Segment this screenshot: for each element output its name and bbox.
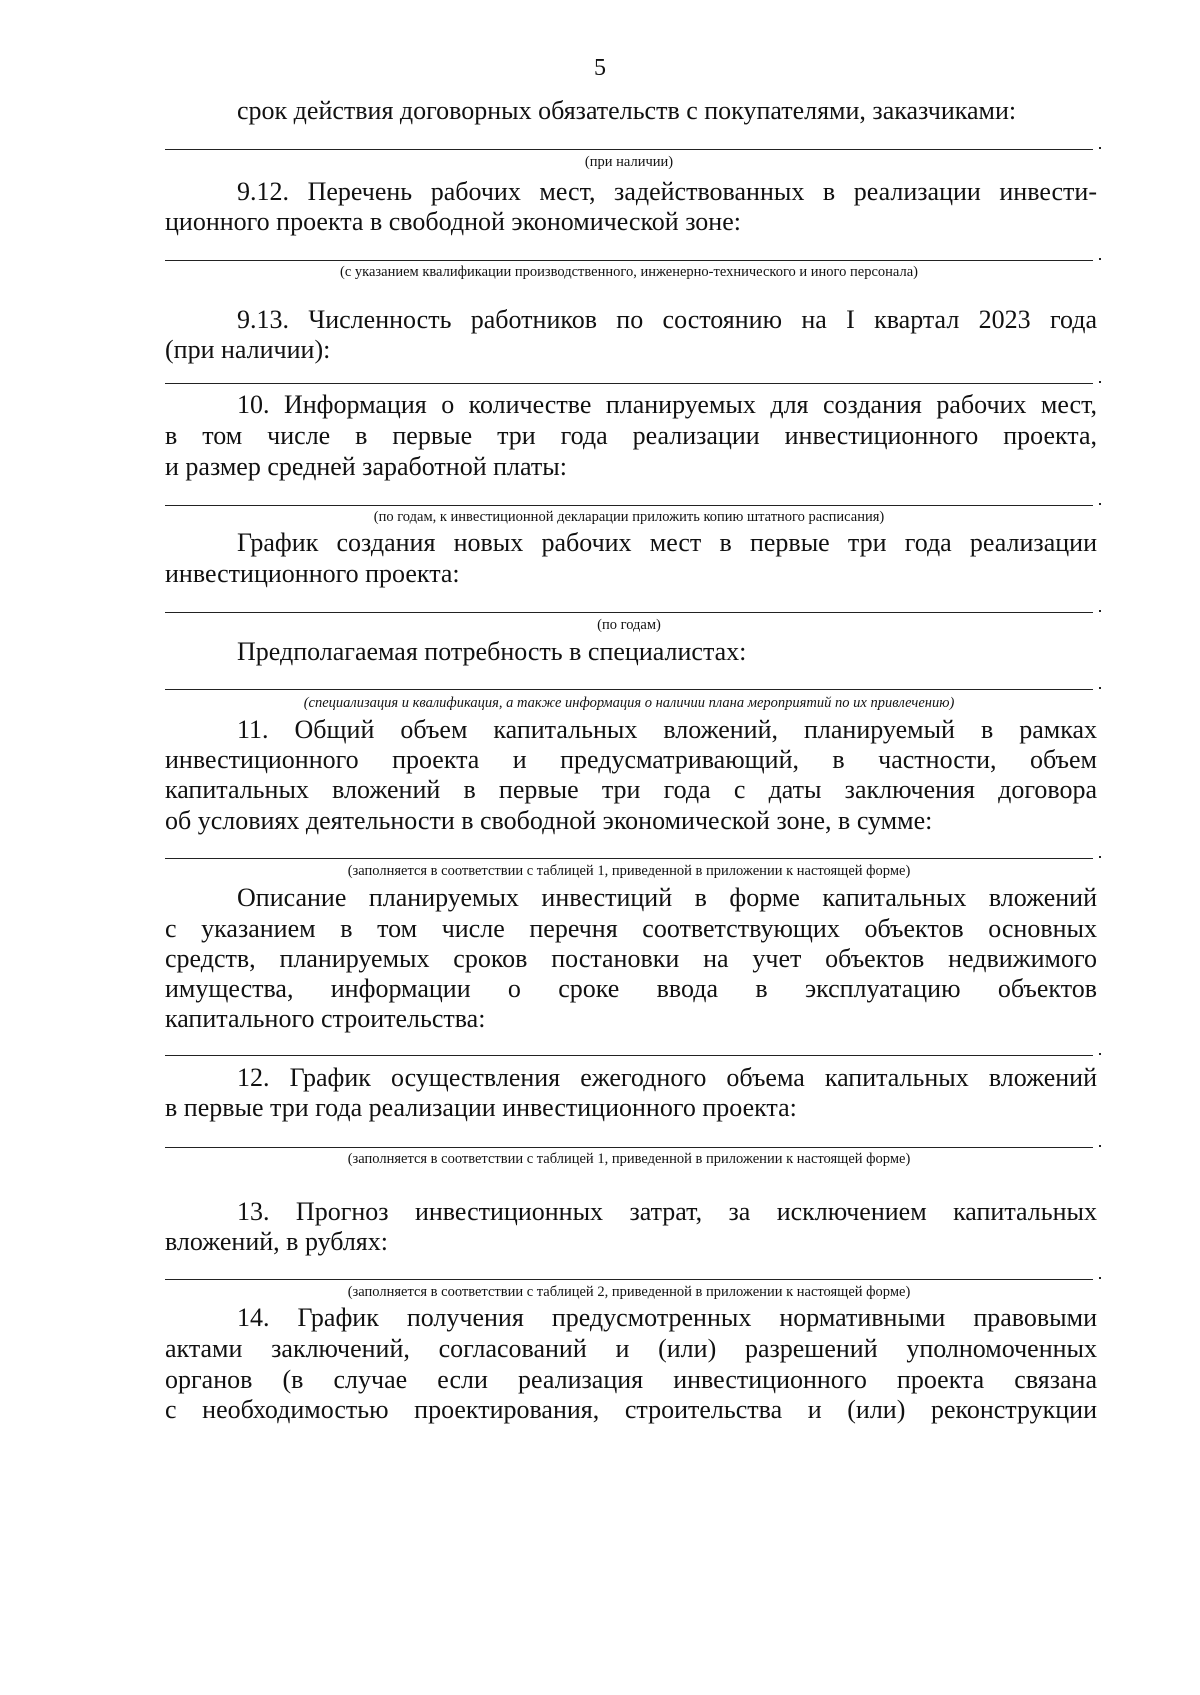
- text-line: 9.12. Перечень рабочих мест, задействованных в реализации инвести-: [237, 177, 1097, 206]
- field-note: (специализация и квалификация, а также информация о наличии плана мероприятий по их привлечению): [303, 695, 955, 711]
- text-line: и размер средней заработной платы:: [165, 452, 567, 481]
- text-line: График создания новых рабочих мест в первые три года реализации: [237, 528, 1097, 557]
- text-line: с необходимостью проектирования, строительства и (или) реконструкции: [165, 1395, 1097, 1424]
- field-note: (заполняется в соответствии с таблицей 2, приведенной в приложении к настоящей форме): [347, 1284, 911, 1300]
- text-line: с указанием в том числе перечня соответствующих объектов основных: [165, 914, 1097, 943]
- text-line: срок действия договорных обязательств с покупателями, заказчиками:: [237, 96, 1017, 125]
- fill-line: [165, 260, 1093, 261]
- field-note: (при наличии): [584, 154, 674, 170]
- text-line: капитального строительства:: [165, 1004, 486, 1033]
- text-line: Предполагаемая потребность в специалистах:: [237, 637, 747, 666]
- text-line: 12. График осуществления ежегодного объема капитальных вложений: [237, 1063, 1097, 1092]
- text-line: (при наличии):: [165, 335, 331, 364]
- field-note: (заполняется в соответствии с таблицей 1, приведенной в приложении к настоящей форме): [347, 1151, 911, 1167]
- fill-line: [165, 149, 1093, 150]
- text-line: 13. Прогноз инвестиционных затрат, за исключением капитальных: [237, 1197, 1097, 1226]
- text-line: 10. Информация о количестве планируемых для создания рабочих мест,: [237, 390, 1097, 419]
- text-line: 9.13. Численность работников по состоянию на I квартал 2023 года: [237, 305, 1097, 334]
- fill-line: [165, 1279, 1093, 1280]
- fill-line: [165, 689, 1093, 690]
- page-number: 5: [594, 55, 606, 81]
- fill-line: [165, 612, 1093, 613]
- text-line: ционного проекта в свободной экономической зоне:: [165, 207, 741, 236]
- text-line: 14. График получения предусмотренных нормативными правовыми: [237, 1303, 1097, 1332]
- field-note: (с указанием квалификации производственного, инженерно-технического и иного персонала): [340, 264, 918, 280]
- text-line: средств, планируемых сроков постановки на учет объектов недвижимого: [165, 944, 1097, 973]
- text-line: имущества, информации о сроке ввода в эксплуатацию объектов: [165, 974, 1097, 1003]
- fill-line: [165, 505, 1093, 506]
- text-line: актами заключений, согласований и (или) разрешений уполномоченных: [165, 1334, 1097, 1363]
- text-line: капитальных вложений в первые три года с даты заключения договора: [165, 775, 1097, 804]
- text-line: органов (в случае если реализация инвестиционного проекта связана: [165, 1365, 1097, 1394]
- text-line: Описание планируемых инвестиций в форме капитальных вложений: [237, 883, 1097, 912]
- text-line: в первые три года реализации инвестиционного проекта:: [165, 1093, 797, 1122]
- text-line: в том числе в первые три года реализации инвестиционного проекта,: [165, 421, 1097, 450]
- text-line: об условиях деятельности в свободной экономической зоне, в сумме:: [165, 806, 933, 835]
- fill-line: [165, 383, 1093, 384]
- field-note: (по годам, к инвестиционной декларации приложить копию штатного расписания): [373, 509, 885, 525]
- fill-line: [165, 1147, 1093, 1148]
- text-line: инвестиционного проекта:: [165, 559, 460, 588]
- text-line: вложений, в рублях:: [165, 1227, 388, 1256]
- field-note: (заполняется в соответствии с таблицей 1, приведенной в приложении к настоящей форме): [347, 863, 911, 879]
- fill-line: [165, 858, 1093, 859]
- field-note: (по годам): [597, 617, 661, 633]
- fill-line: [165, 1055, 1093, 1056]
- text-line: инвестиционного проекта и предусматривающий, в частности, объем: [165, 745, 1097, 774]
- text-line: 11. Общий объем капитальных вложений, планируемый в рамках: [237, 715, 1097, 744]
